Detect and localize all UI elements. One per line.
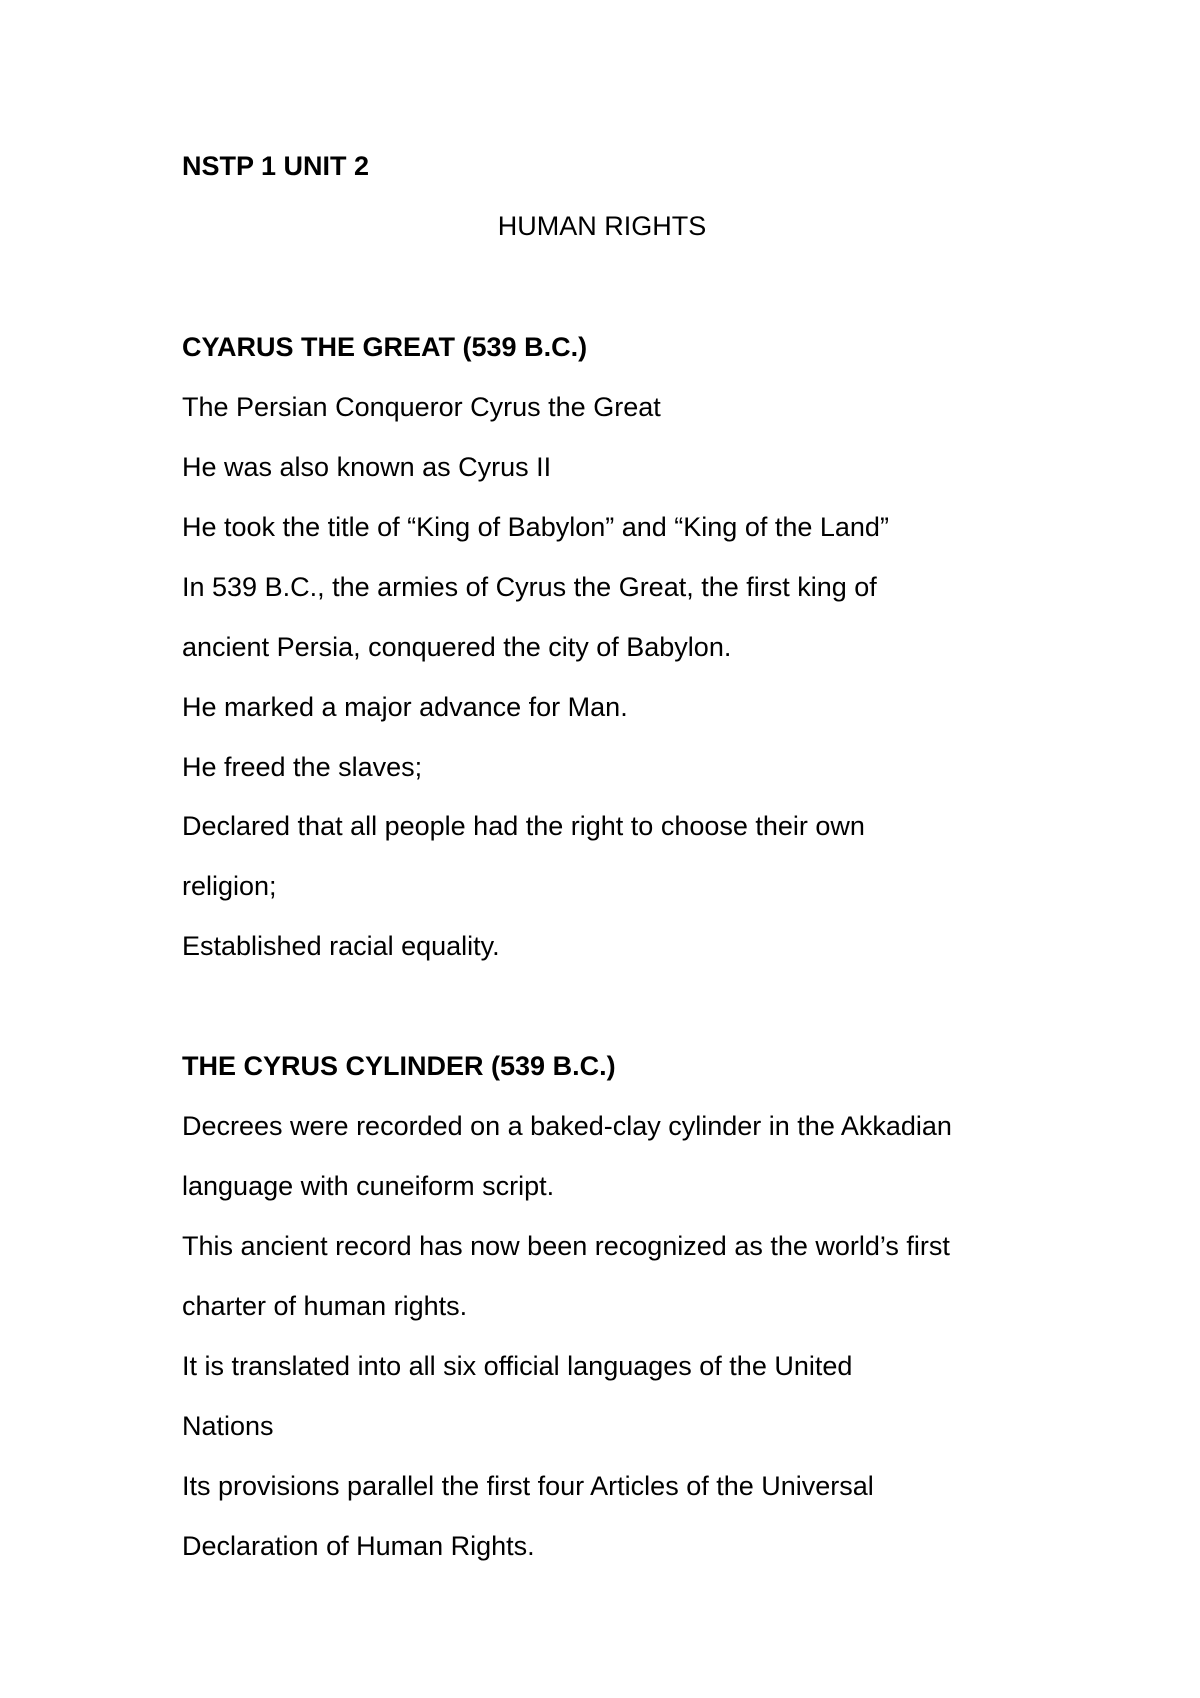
paragraph-line: He was also known as Cyrus II	[182, 452, 552, 482]
paragraph-line: It is translated into all six official languages of the United	[182, 1351, 853, 1381]
paragraph-line: He marked a major advance for Man.	[182, 692, 628, 722]
paragraph-line: Declared that all people had the right to choose their own	[182, 811, 865, 841]
paragraph-line: religion;	[182, 871, 277, 901]
document-title: HUMAN RIGHTS	[497, 211, 707, 241]
paragraph-line: Decrees were recorded on a baked-clay cylinder in the Akkadian	[182, 1111, 952, 1141]
paragraph-line: charter of human rights.	[182, 1291, 468, 1321]
course-heading: NSTP 1 UNIT 2	[182, 151, 370, 181]
paragraph-line: In 539 B.C., the armies of Cyrus the Great, the first king of	[182, 572, 877, 602]
paragraph-line: He freed the slaves;	[182, 752, 423, 782]
section-heading-cyrus-the-great: CYARUS THE GREAT (539 B.C.)	[182, 332, 588, 362]
paragraph-line: Its provisions parallel the first four Articles of the Universal	[182, 1471, 874, 1501]
paragraph-line: He took the title of “King of Babylon” and “King of the Land”	[182, 512, 889, 542]
paragraph-line: Nations	[182, 1411, 274, 1441]
paragraph-line: This ancient record has now been recognized as the world’s first	[182, 1231, 950, 1261]
section-heading-cyrus-cylinder: THE CYRUS CYLINDER (539 B.C.)	[182, 1051, 616, 1081]
paragraph-line: ancient Persia, conquered the city of Babylon.	[182, 632, 732, 662]
paragraph-line: The Persian Conqueror Cyrus the Great	[182, 392, 661, 422]
paragraph-line: Established racial equality.	[182, 931, 500, 961]
paragraph-line: language with cuneiform script.	[182, 1171, 555, 1201]
paragraph-line: Declaration of Human Rights.	[182, 1531, 535, 1561]
